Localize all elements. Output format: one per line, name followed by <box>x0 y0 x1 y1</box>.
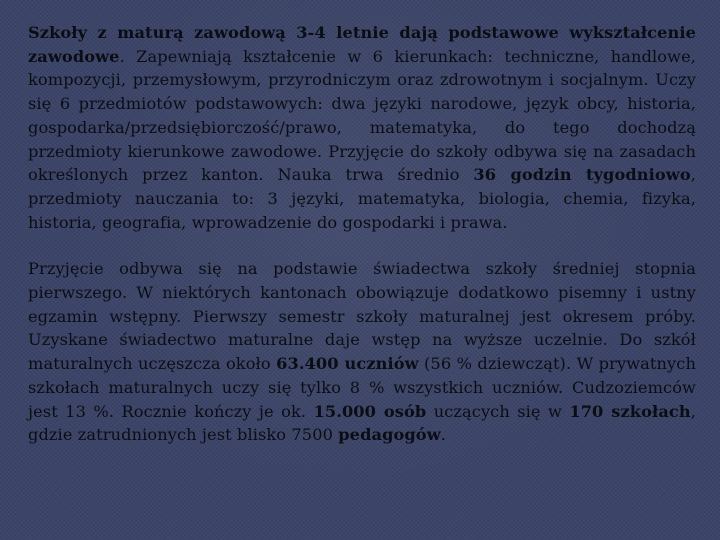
text-run-schools-count: 170 szkołach <box>569 401 691 421</box>
text-run-teachers: pedagogów <box>338 425 441 445</box>
text-run: , gdzie zatrudnionych jest blisko 7500 <box>28 401 696 445</box>
text-run: . <box>440 425 446 445</box>
slide-body <box>28 21 696 447</box>
text-run: Przyjęcie odbywa się na podstawie świadectwa szkoły średniej stopnia pierwszego. W niektórych kantonach obowiązuje dodatkowo pisemny i ustny egzamin wstępny. Pierwszy semestr szkoły maturalnej jest okresem próby. Uzyskane świadectwo maturalne daje wstęp na wyższe uczelnie. Do szkół maturalnych uczęszcza około <box>28 259 696 374</box>
text-run: (56 % dziewcząt). W prywatnych szkołach maturalnych uczy się tylko 8 % wszystkich uczniów. Cudzoziemców jest 13 %. Rocznie kończy je ok. <box>28 354 696 421</box>
text-run: uczących się w <box>426 401 570 421</box>
text-run: . Zapewniają kształcenie w 6 kierunkach: techniczne, handlowe, kompozycji, przemysłowym, przyrodniczym oraz zdrowotnym i socjalnym. Uczy się 6 przedmiotów podstawowych: dwa języki narodowe, język obcy, historia, gospodarka/przedsiębiorczość/prawo, matematyka, do tego dochodzą przedmioty kierunkowe zawodowe. Przyjęcie do szkoły odbywa się na zasadach określonych przez kanton. Nauka trwa średnio <box>28 46 696 185</box>
text-run: , przedmioty nauczania to: 3 języki, matematyka, biologia, chemia, fizyka, historia, geografia, wprowadzenie do gospodarki i prawa. <box>28 165 696 232</box>
paragraph-admission-and-statistics <box>28 257 696 447</box>
text-run: Szkoły z maturą zawodową 3-4 letnie dają podstawowe wykształcenie zawodowe <box>28 23 696 66</box>
paragraph-secondary-vocational-schools <box>28 21 696 234</box>
text-run-students-count: 63.400 uczniów <box>276 354 419 374</box>
text-run-hours: 36 godzin tygodniowo <box>473 165 691 185</box>
text-run-graduates-count: 15.000 osób <box>313 401 427 421</box>
